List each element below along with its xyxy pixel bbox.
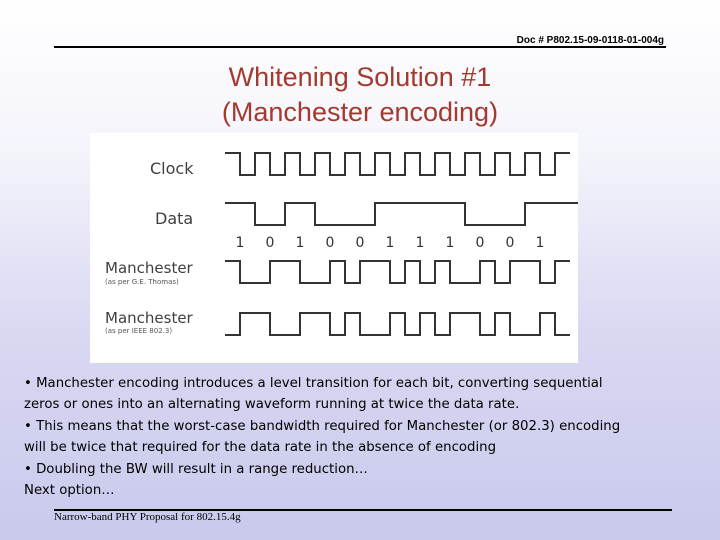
footer-text: Narrow-band PHY Proposal for 802.15.4g <box>54 511 241 523</box>
bit-label: 0 <box>505 235 515 251</box>
body-line: Next option… <box>24 483 115 499</box>
manchester-ieee-note: (as per IEEE 802.3) <box>105 327 173 335</box>
manchester-ieee-label: Manchester <box>105 309 193 327</box>
bit-label: 0 <box>475 235 485 251</box>
slide-body <box>24 373 704 501</box>
data-waveform <box>225 203 578 225</box>
clock-label: Clock <box>150 159 194 178</box>
manchester-thomas-note: (as per G.E. Thomas) <box>105 278 179 286</box>
bit-label: 0 <box>355 235 365 251</box>
bit-label: 0 <box>325 235 335 251</box>
manchester-waveform-diagram <box>90 133 578 363</box>
manchester-thomas-label: Manchester <box>105 259 193 277</box>
data-label: Data <box>155 209 194 228</box>
bit-label: 1 <box>235 235 245 251</box>
manchester-thomas-waveform <box>225 261 570 283</box>
body-line: • Manchester encoding introduces a level transition for each bit, converting sequential <box>24 376 603 391</box>
clock-waveform <box>225 153 570 175</box>
waveform-canvas <box>90 133 578 363</box>
bit-label: 1 <box>415 235 425 251</box>
bit-sequence <box>236 235 545 251</box>
document-number: Doc # P802.15-09-0118-01-004g <box>516 35 664 46</box>
bit-label: 0 <box>265 235 275 251</box>
bit-label: 1 <box>385 235 395 251</box>
manchester-ieee-waveform <box>225 313 570 335</box>
bit-label: 1 <box>295 235 305 251</box>
body-line: • This means that the worst-case bandwidth required for Manchester (or 802.3) encoding <box>24 418 621 434</box>
bit-label: 1 <box>535 235 545 251</box>
bit-label: 1 <box>445 235 455 251</box>
body-line: will be twice that required for the data rate in the absence of encoding <box>24 440 497 456</box>
header-divider <box>54 46 666 48</box>
body-line: • Doubling the BW will result in a range reduction… <box>24 461 368 477</box>
slide-title: Whitening Solution #1 <box>228 62 492 92</box>
slide-subtitle: (Manchester encoding) <box>221 97 499 127</box>
body-line: zeros or ones into an alternating waveform running at twice the data rate. <box>24 397 520 413</box>
